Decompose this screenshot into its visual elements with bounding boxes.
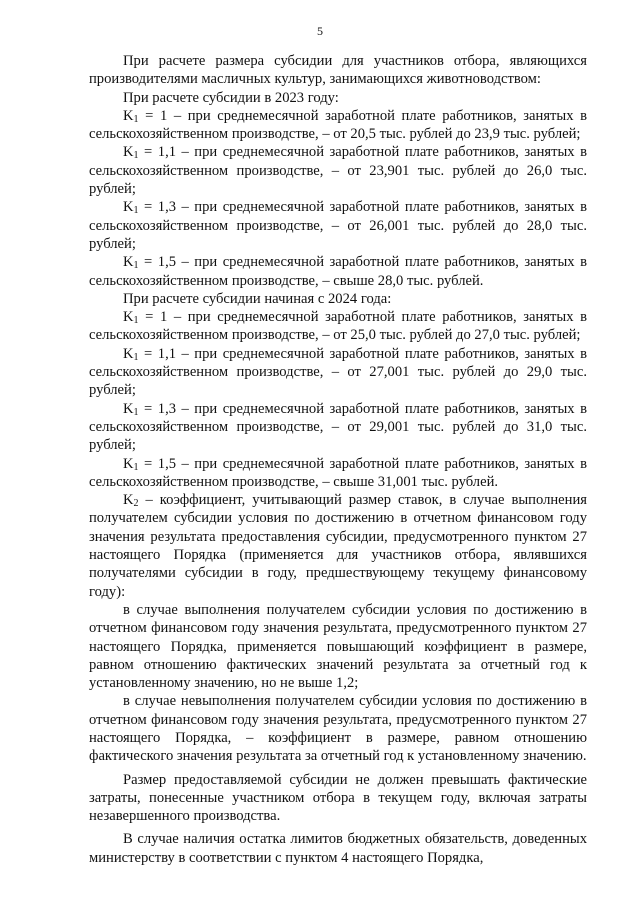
coefficient-symbol — [123, 309, 139, 325]
coefficient-letter: K — [123, 345, 134, 362]
coefficient-paragraph — [89, 253, 587, 290]
coefficient-symbol — [123, 456, 139, 472]
paragraph-text: = 1,1 – при среднемесячной заработной плате работников, занятых в сельскохозяйственном производстве, – от 27,001 тыс. рублей до 29,0 тыс. рублей; — [89, 345, 587, 399]
coefficient-symbol — [123, 254, 139, 270]
coefficient-letter: K — [123, 492, 134, 509]
coefficient-letter: K — [123, 254, 134, 271]
coefficient-letter: K — [123, 309, 134, 326]
document-body — [89, 52, 587, 867]
paragraph-text: При расчете субсидии в 2023 году: — [123, 89, 339, 106]
coefficient-subscript: 1 — [133, 406, 139, 418]
paragraph-text: в случае невыполнения получателем субсидии условия по достижению в отчетном финансовом году значения результата, предусмотренного пунктом 27 настоящего Порядка, – коэффициент в размере, равном отношению фактического значения результата за отчетный год к установленному значению. — [89, 693, 587, 765]
coefficient-symbol — [123, 346, 139, 362]
coefficient-subscript: 1 — [133, 351, 139, 363]
paragraph — [89, 771, 587, 826]
coefficient-paragraph — [89, 143, 587, 198]
paragraph-text: = 1,1 – при среднемесячной заработной плате работников, занятых в сельскохозяйственном производстве, – от 23,901 тыс. рублей до 26,0 тыс. рублей; — [89, 144, 587, 198]
coefficient-paragraph — [89, 345, 587, 400]
coefficient-letter: K — [123, 107, 134, 124]
paragraph-text: = 1,5 – при среднемесячной заработной плате работников, занятых в сельскохозяйственном производстве, – свыше 31,001 тыс. рублей. — [89, 455, 587, 490]
coefficient-letter: K — [123, 455, 134, 472]
paragraph-text: В случае наличия остатка лимитов бюджетных обязательств, доведенных министерству в соответствии с пунктом 4 настоящего Порядка, — [89, 831, 587, 866]
paragraph — [89, 601, 587, 692]
coefficient-subscript: 2 — [133, 498, 139, 510]
paragraph-text: = 1,3 – при среднемесячной заработной плате работников, занятых в сельскохозяйственном производстве, – от 26,001 тыс. рублей до 28,0 тыс. рублей; — [89, 199, 587, 252]
paragraph-text: = 1,5 – при среднемесячной заработной плате работников, занятых в сельскохозяйственном производстве, – свыше 28,0 тыс. рублей. — [89, 254, 587, 289]
coefficient-symbol — [123, 401, 139, 417]
coefficient-paragraph — [89, 198, 587, 253]
paragraph-text: = 1,3 – при среднемесячной заработной плате работников, занятых в сельскохозяйственном производстве, – от 29,001 тыс. рублей до 31,0 тыс. рублей; — [89, 400, 587, 454]
coefficient-letter: K — [123, 400, 134, 417]
paragraph-text: При расчете размера субсидии для участников отбора, являющихся производителями масличных культур, занимающихся животноводством: — [89, 53, 587, 88]
paragraph-text: При расчете субсидии начиная с 2024 года: — [123, 290, 392, 307]
paragraph — [89, 692, 587, 765]
coefficient-subscript: 1 — [133, 260, 139, 272]
coefficient-letter: K — [123, 199, 134, 216]
coefficient-symbol — [123, 492, 139, 508]
coefficient-subscript: 1 — [133, 150, 139, 162]
coefficient-symbol — [123, 144, 139, 160]
coefficient-paragraph — [89, 455, 587, 492]
coefficient-paragraph — [89, 107, 587, 144]
paragraph-text: в случае выполнения получателем субсидии условия по достижению в отчетном финансовом году значения результата, предусмотренного пунктом 27 настоящего Порядка, применяется повышающий коэффициент в размере, равном отношению фактических значений результата за отчетный год к установленному значению, но не выше 1,2; — [89, 601, 587, 692]
coefficient-symbol — [123, 199, 139, 215]
coefficient-subscript: 1 — [133, 315, 139, 327]
paragraph — [89, 290, 587, 308]
coefficient-letter: K — [123, 144, 134, 161]
paragraph — [89, 52, 587, 89]
coefficient-paragraph — [89, 491, 587, 601]
paragraph — [89, 830, 587, 867]
paragraph — [89, 89, 587, 107]
coefficient-subscript: 1 — [133, 113, 139, 125]
coefficient-subscript: 1 — [133, 205, 139, 217]
page-number: 5 — [317, 24, 323, 38]
paragraph-text: = 1 – при среднемесячной заработной плате работников, занятых в сельскохозяйственном производстве, – от 25,0 тыс. рублей до 27,0 тыс. рублей; — [89, 309, 587, 344]
paragraph-text: = 1 – при среднемесячной заработной плате работников, занятых в сельскохозяйственном производстве, – от 20,5 тыс. рублей до 23,9 тыс. рублей; — [89, 107, 587, 143]
coefficient-paragraph — [89, 400, 587, 455]
paragraph-text: Размер предоставляемой субсидии не должен превышать фактические затраты, понесенные участником отбора в текущем году, включая затраты незавершенного производства. — [89, 771, 587, 825]
coefficient-symbol — [123, 108, 139, 124]
coefficient-paragraph — [89, 308, 587, 345]
paragraph-text: – коэффициент, учитывающий размер ставок, в случае выполнения получателем субсидии условия по достижению в отчетном финансовом году значения результата предоставления субсидии, предусмотренного пунктом 27 настоящего Порядка (применяется для участников отбора, являвшихся получателями субсидии в году, предшествующему текущему финансовому году): — [89, 492, 587, 600]
coefficient-subscript: 1 — [133, 461, 139, 473]
